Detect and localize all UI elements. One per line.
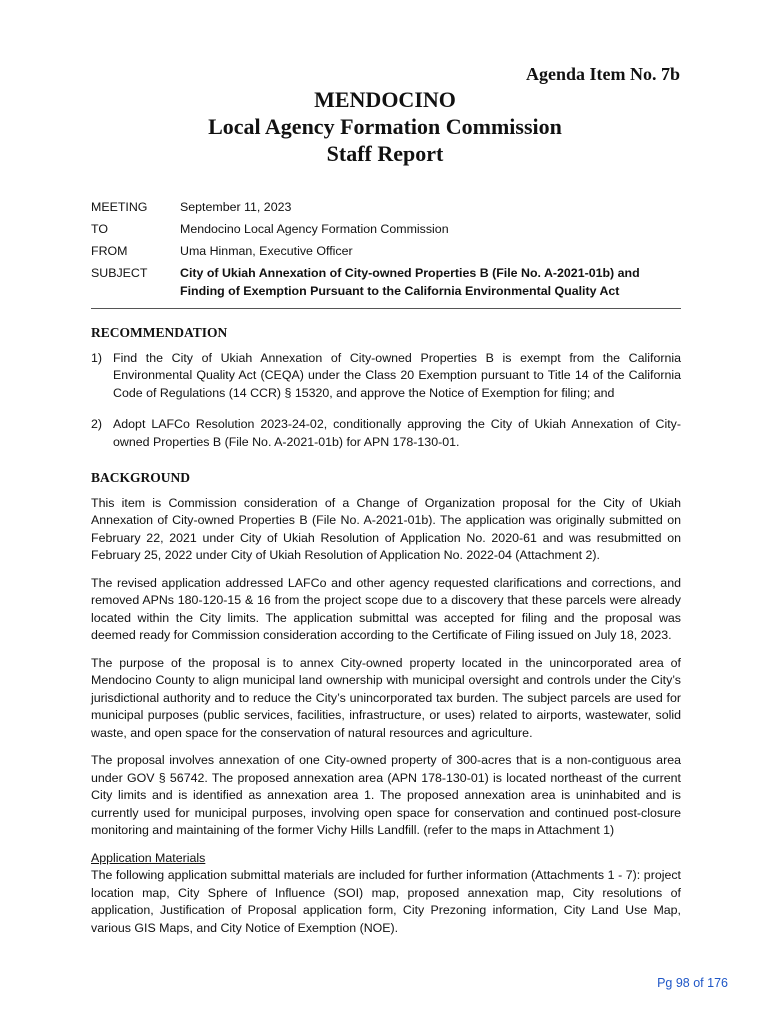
page-number: Pg 98 of 176	[657, 976, 728, 990]
meta-value-subject: City of Ukiah Annexation of City-owned Properties B (File No. A-2021-01b) and Finding of Exemption Pursuant to the California Environmental Quality Act	[180, 266, 640, 298]
background-paragraph: The purpose of the proposal is to annex City-owned property located in the unincorporated area of Mendocino County to align municipal land ownership with municipal oversight and controls under the City’s jurisdictional authority and to reduce the City’s unincorporated tax burden. The subject parcels are used for municipal purposes (public services, facilities, infrastructure, or uses) related to airports, wastewater, solid waste, and open space for the conservation of natural resources and agriculture.	[91, 655, 681, 740]
recommendation-number: 2)	[91, 417, 103, 431]
recommendation-text: Adopt LAFCo Resolution 2023-24-02, conditionally approving the City of Ukiah Annexation of City-owned Properties B (File No. A-2021-01b) for APN 178-130-01.	[113, 417, 681, 449]
recommendation-heading: RECOMMENDATION	[91, 325, 228, 340]
application-materials-paragraph: The following application submittal materials are included for further information (Attachments 1 - 7): project location map, City Sphere of Influence (SOI) map, proposed annexation map, City resolutions of application, Justification of Proposal application form, City Prezoning information, City Land Use Map, various GIS Maps, and City Notice of Exemption (NOE).	[91, 868, 681, 935]
meta-row-from	[91, 242, 681, 260]
meta-row-meeting	[91, 198, 681, 216]
report-body	[91, 324, 681, 947]
agenda-item-number: Agenda Item No. 7b	[525, 64, 680, 84]
recommendation-text: Find the City of Ukiah Annexation of City-owned Properties B is exempt from the California Environmental Quality Act (CEQA) under the Class 20 Exemption pursuant to Title 14 of the California Code of Regulations (14 CCR) § 15320, and approve the Notice of Exemption for filing; and	[113, 350, 681, 400]
background-paragraph: The proposal involves annexation of one City-owned property of 300-acres that is a non-contiguous area under GOV § 56742. The proposed annexation area (APN 178-130-01) is located northeast of the current City limits and is identified as annexation area 1. The proposed annexation area is uninhabited and is currently used for municipal purposes, involving open space for conservation and continued post-closure monitoring and maintaining of the former Vichy Hills Landfill. (refer to the maps in Attachment 1)	[91, 753, 681, 837]
recommendation-number: 1)	[91, 350, 103, 365]
background-paragraph: The revised application addressed LAFCo and other agency requested clarifications and corrections, and removed APNs 180-120-15 & 16 from the project scope due to a discovery that these parcels were already located within the City limits. The application submittal was accepted for filing and the proposal was deemed ready for Commission consideration according to the Certificate of Filing issued on July 18, 2023.	[91, 575, 681, 642]
header-divider	[91, 308, 681, 309]
recommendation-item	[91, 416, 681, 451]
meta-row-to	[91, 220, 681, 238]
meta-label: SUBJECT	[91, 266, 148, 280]
title-line-report: Staff Report	[326, 141, 444, 166]
meta-label: TO	[91, 222, 108, 236]
meta-value: Mendocino Local Agency Formation Commission	[180, 222, 449, 236]
recommendation-item	[91, 350, 681, 403]
background-paragraph: This item is Commission consideration of a Change of Organization proposal for the City of Ukiah Annexation of City-owned Properties B (File No. A-2021-01b). The application was originally submitted on February 22, 2021 under City of Ukiah Resolution of Application No. 2020-61 and was resubmitted on February 25, 2022 under City of Ukiah Resolution of Application No. 2022-04 (Attachment 2).	[91, 495, 681, 562]
application-materials-subheading: Application Materials	[91, 850, 206, 865]
document-title	[0, 86, 770, 167]
title-line-agency: MENDOCINO	[314, 87, 456, 112]
meta-label: FROM	[91, 244, 128, 258]
meta-label: MEETING	[91, 200, 148, 214]
meeting-details	[91, 198, 681, 304]
background-heading: BACKGROUND	[91, 470, 191, 485]
meta-row-subject	[91, 264, 681, 300]
meta-value: Uma Hinman, Executive Officer	[180, 244, 353, 258]
title-line-commission: Local Agency Formation Commission	[208, 114, 562, 139]
meta-value: September 11, 2023	[180, 200, 292, 214]
